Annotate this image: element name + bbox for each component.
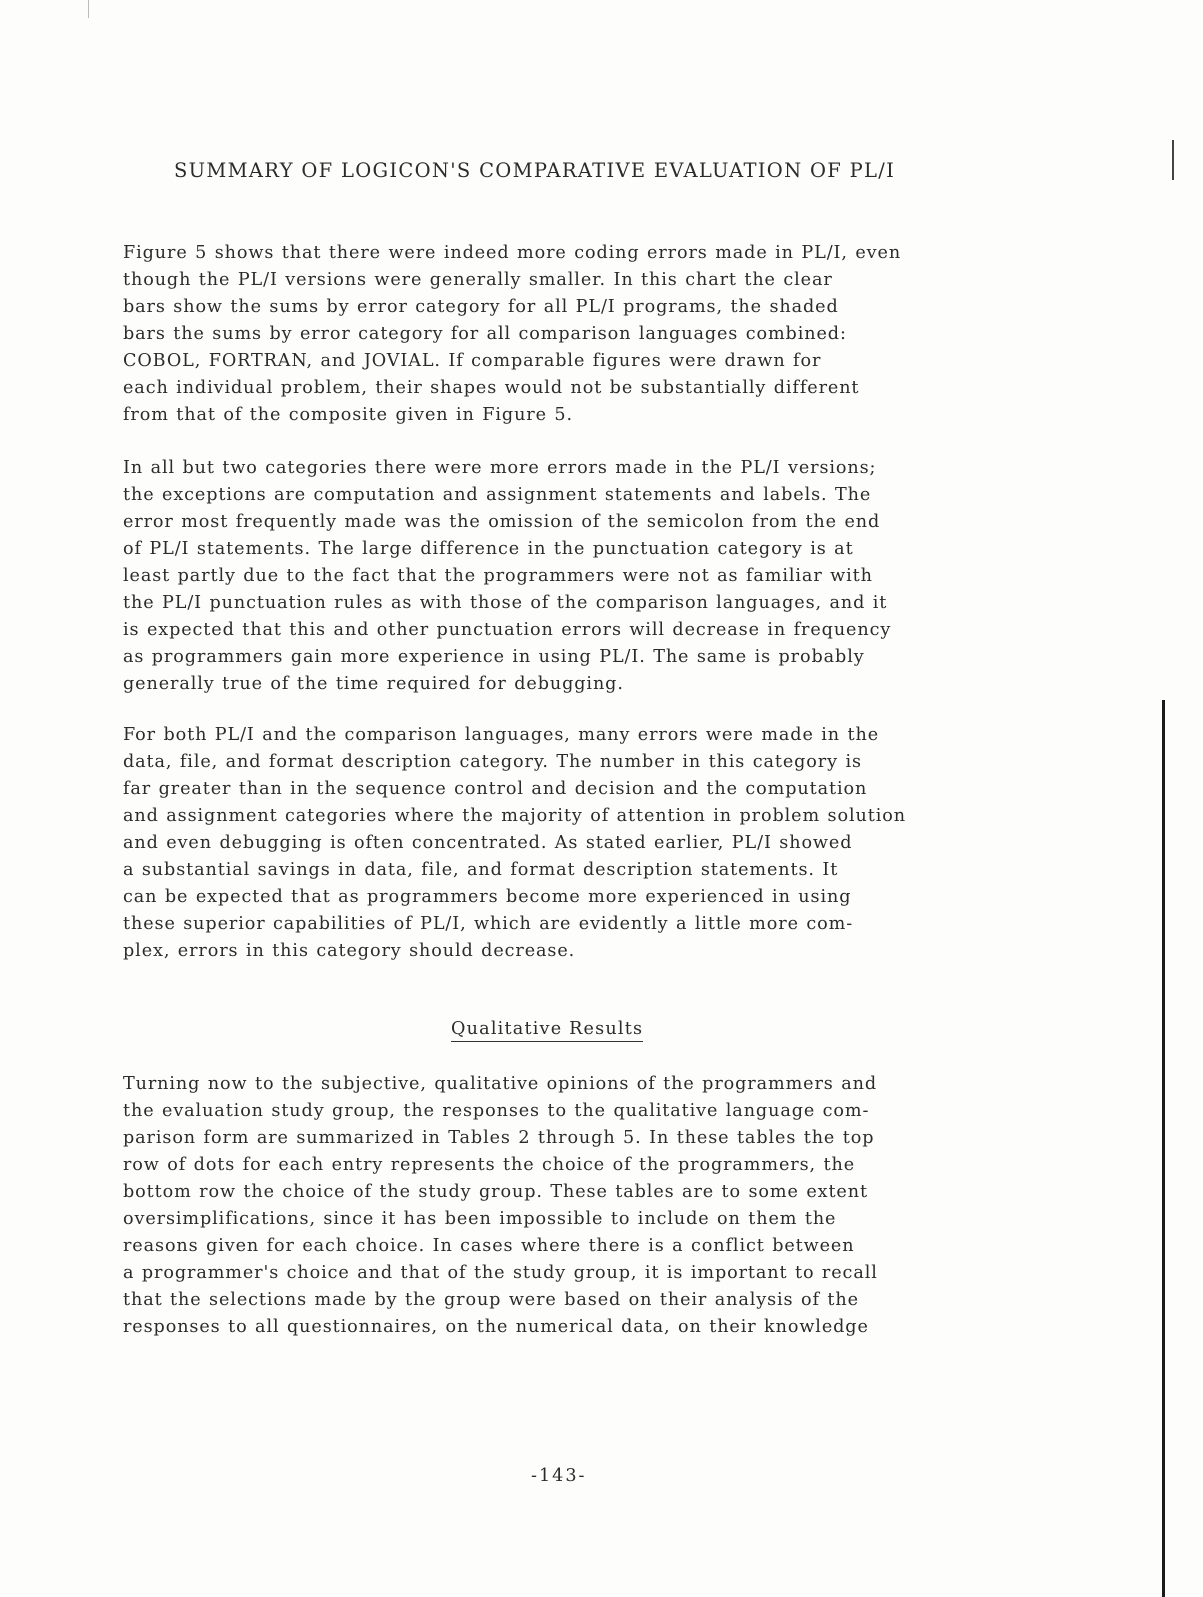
paragraph-line: bars show the sums by error category for all PL/I programs, the shaded xyxy=(123,297,839,317)
paragraph-line: as programmers gain more experience in using PL/I. The same is probably xyxy=(123,647,865,667)
paragraph-line: row of dots for each entry represents the choice of the programmers, the xyxy=(123,1155,856,1175)
paragraph-line: and assignment categories where the majority of attention in problem solution xyxy=(123,806,906,826)
paragraph-line: oversimplifications, since it has been impossible to include on them the xyxy=(123,1209,837,1229)
paragraph-line: can be expected that as programmers become more experienced in using xyxy=(123,887,852,907)
paragraph-line: bars the sums by error category for all comparison languages combined: xyxy=(123,324,847,344)
paragraph-line: the evaluation study group, the responses to the qualitative language com- xyxy=(123,1101,870,1121)
paragraph-line: Figure 5 shows that there were indeed more coding errors made in PL/I, even xyxy=(123,243,902,263)
paragraph-line: of PL/I statements. The large difference in the punctuation category is at xyxy=(123,539,854,559)
paragraph-line: Turning now to the subjective, qualitative opinions of the programmers and xyxy=(123,1074,877,1094)
paragraph-line: from that of the composite given in Figure 5. xyxy=(123,405,574,425)
paragraph-qualitative-opinions xyxy=(123,1071,1073,1341)
paragraph-line: data, file, and format description category. The number in this category is xyxy=(123,752,862,772)
paragraph-line: is expected that this and other punctuation errors will decrease in frequency xyxy=(123,620,892,640)
page-title: SUMMARY OF LOGICON'S COMPARATIVE EVALUATION OF PL/I xyxy=(174,159,896,182)
paragraph-error-categories xyxy=(123,455,1073,698)
paragraph-line: that the selections made by the group were based on their analysis of the xyxy=(123,1290,859,1310)
paragraph-line: each individual problem, their shapes would not be substantially different xyxy=(123,378,860,398)
paragraph-line: For both PL/I and the comparison languages, many errors were made in the xyxy=(123,725,880,745)
paragraph-data-file-format xyxy=(123,722,1073,965)
paragraph-line: plex, errors in this category should decrease. xyxy=(123,941,576,961)
paragraph-line: a substantial savings in data, file, and format description statements. It xyxy=(123,860,839,880)
paragraph-line: reasons given for each choice. In cases where there is a conflict between xyxy=(123,1236,855,1256)
paragraph-line: the PL/I punctuation rules as with those of the comparison languages, and it xyxy=(123,593,888,613)
paragraph-line: In all but two categories there were more errors made in the PL/I versions; xyxy=(123,458,877,478)
paragraph-line: far greater than in the sequence control and decision and the computation xyxy=(123,779,868,799)
scan-artifact-edge-top xyxy=(1172,140,1174,180)
paragraph-line: generally true of the time required for debugging. xyxy=(123,674,624,694)
paragraph-line: least partly due to the fact that the programmers were not as familiar with xyxy=(123,566,873,586)
paragraph-line: though the PL/I versions were generally smaller. In this chart the clear xyxy=(123,270,833,290)
paragraph-figure-5-summary xyxy=(123,240,1073,429)
scan-artifact-edge xyxy=(1162,700,1165,1597)
paragraph-line: bottom row the choice of the study group. These tables are to some extent xyxy=(123,1182,868,1202)
section-heading-qualitative-results: Qualitative Results xyxy=(451,1019,643,1042)
paragraph-line: the exceptions are computation and assignment statements and labels. The xyxy=(123,485,872,505)
paragraph-line: parison form are summarized in Tables 2 through 5. In these tables the top xyxy=(123,1128,875,1148)
paragraph-line: responses to all questionnaires, on the numerical data, on their knowledge xyxy=(123,1317,869,1337)
paragraph-line: error most frequently made was the omission of the semicolon from the end xyxy=(123,512,881,532)
paragraph-line: these superior capabilities of PL/I, which are evidently a little more com- xyxy=(123,914,854,934)
paragraph-line: a programmer's choice and that of the study group, it is important to recall xyxy=(123,1263,878,1283)
page-number: -143- xyxy=(531,1466,587,1486)
paragraph-line: and even debugging is often concentrated. As stated earlier, PL/I showed xyxy=(123,833,853,853)
paragraph-line: COBOL, FORTRAN, and JOVIAL. If comparable figures were drawn for xyxy=(123,351,822,371)
scan-artifact-top xyxy=(88,0,89,18)
